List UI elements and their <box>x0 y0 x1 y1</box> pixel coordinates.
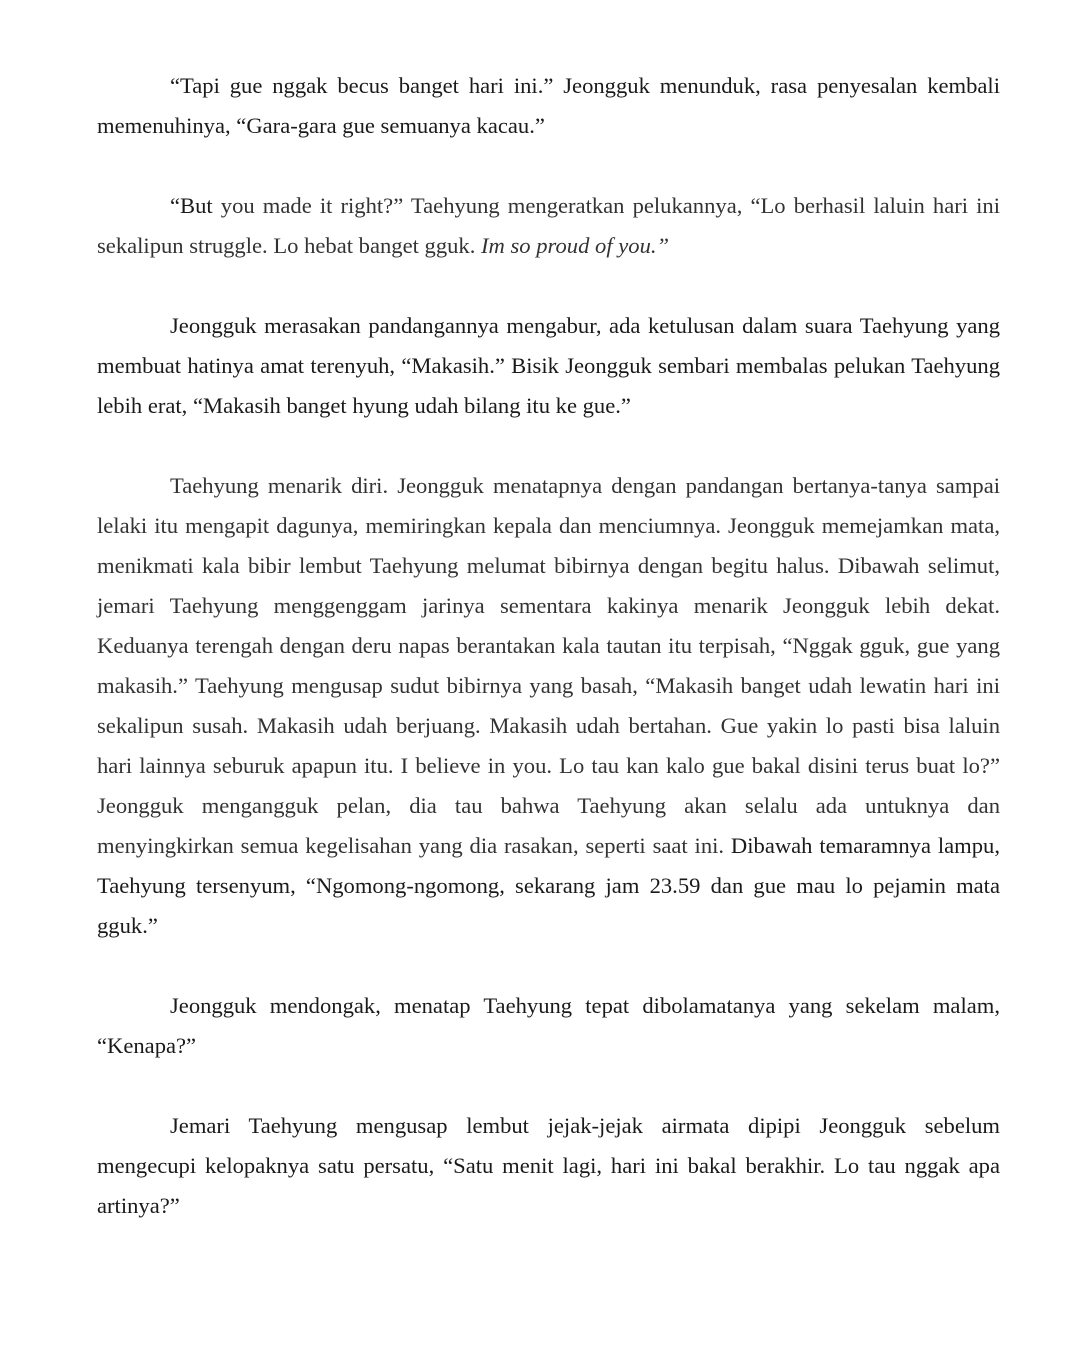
paragraph-3: Jeongguk merasakan pandangannya mengabur, ada ketulusan dalam suara Taehyung yang membuat hatinya amat terenyuh, “Makasih.” Bisik Jeongguk sembari membalas pelukan Taehyung lebih erat, “Makasih banget hyung udah bilang itu ke gue.” <box>97 313 1000 418</box>
paragraph-2-italic: Im so proud of you.” <box>481 233 670 258</box>
paragraph-2-body: you made it right?” Taehyung mengeratkan pelukannya, “Lo berhasil laluin hari ini sekalipun struggle. Lo hebat banget gguk. <box>97 193 1000 258</box>
paragraph-4-body: Taehyung menarik diri. Jeongguk menatapnya dengan pandangan bertanya-tanya sampai lelaki itu mengapit dagunya, memiringkan kepala dan menciumnya. Jeongguk memejamkan mata, menikmati kala bibir lembut Taehyung melumat bibirnya dengan begitu halus. Dibawah selimut, jemari Taehyung menggenggam jarinya sementara kakinya menarik Jeongguk lebih dekat. Keduanya terengah dengan deru napas berantakan kala tautan itu terpisah, “Nggak gguk, gue yang makasih.” Taehyung mengusap sudut bibirnya yang basah, “Makasih banget udah lewatin hari ini sekalipun susah. Makasih udah berjuang. Makasih udah bertahan. Gue yakin lo pasti bisa laluin hari lainnya seburuk apapun itu. I believe in you. Lo tau kan kalo gue bakal disini terus buat lo?” Jeongguk mengangguk pelan, dia tau bahwa Taehyung akan selalu ada untuknya dan menyingkirkan semua kegelisahan yang dia rasakan, seperti saat ini. <box>97 473 1000 858</box>
document-page <box>97 66 1000 1226</box>
paragraph-2 <box>97 186 1000 266</box>
paragraph-4-tail: Dibawah temaramnya lampu, Taehyung tersenyum, “Ngomong-ngomong, sekarang jam 23.59 dan gue mau lo pejamin mata gguk.” <box>97 833 1000 938</box>
paragraph-5: Jeongguk mendongak, menatap Taehyung tepat dibolamatanya yang sekelam malam, “Kenapa?” <box>97 993 1000 1058</box>
paragraph-2-lead: “But <box>170 193 213 218</box>
paragraph-1: “Tapi gue nggak becus banget hari ini.” Jeongguk menunduk, rasa penyesalan kembali memenuhinya, “Gara-gara gue semuanya kacau.” <box>97 73 1000 138</box>
paragraph-4 <box>97 466 1000 946</box>
paragraph-6: Jemari Taehyung mengusap lembut jejak-jejak airmata dipipi Jeongguk sebelum mengecupi kelopaknya satu persatu, “Satu menit lagi, hari ini bakal berakhir. Lo tau nggak apa artinya?” <box>97 1113 1000 1218</box>
